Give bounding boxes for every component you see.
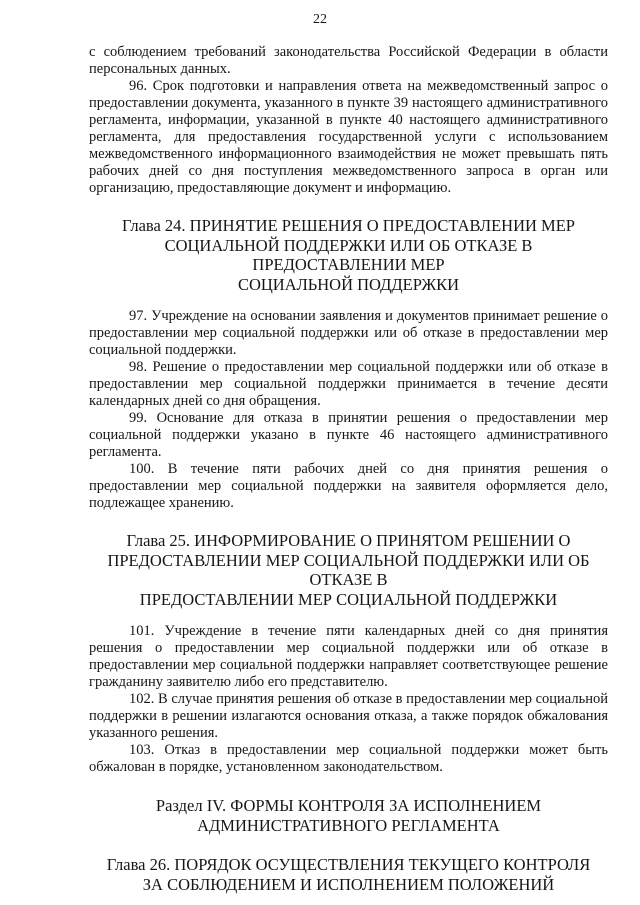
chapter-24-heading-line: СОЦИАЛЬНОЙ ПОДДЕРЖКИ: [237, 274, 460, 294]
paragraph-103: 103. Отказ в предоставлении мер социальной поддержки может быть обжалован в порядке, установленном законодательством.: [89, 742, 608, 775]
page-number: 22: [313, 12, 327, 27]
chapter-24-heading-line: Глава 24. ПРИНЯТИЕ РЕШЕНИЯ О ПРЕДОСТАВЛЕНИИ МЕР: [122, 216, 575, 235]
document-body: [89, 44, 608, 894]
paragraph-98: 98. Решение о предоставлении мер социальной поддержки или об отказе в предоставлении мер социальной поддержки принимается в течение десяти календарных дней со дня обращения.: [89, 359, 608, 409]
chapter-26-heading-line: ЗА СОБЛЮДЕНИЕМ И ИСПОЛНЕНИЕМ ПОЛОЖЕНИЙ: [142, 874, 555, 894]
paragraph-97: 97. Учреждение на основании заявления и документов принимает решение о предоставлении мер социальной поддержки или об отказе в предоставлении мер социальной поддержки.: [89, 308, 608, 358]
paragraph-102: 102. В случае принятия решения об отказе в предоставлении мер социальной поддержки в решении излагаются основания отказа, а также порядок обжалования указанного решения.: [89, 691, 608, 741]
chapter-25-heading-line: ПРЕДОСТАВЛЕНИИ МЕР СОЦИАЛЬНОЙ ПОДДЕРЖКИ: [139, 589, 558, 609]
chapter-26-heading: [89, 855, 608, 894]
section-4-heading: [89, 796, 608, 835]
chapter-25-heading: [89, 531, 608, 609]
paragraph-continuation: с соблюдением требований законодательства Российской Федерации в области персональных данных.: [89, 44, 608, 77]
chapter-24-heading: [89, 216, 608, 294]
paragraph-99: 99. Основание для отказа в принятии решения о предоставлении мер социальной поддержки указано в пункте 46 настоящего административного регламента.: [89, 410, 608, 460]
section-4-heading-line: Раздел IV. ФОРМЫ КОНТРОЛЯ ЗА ИСПОЛНЕНИЕМ: [155, 796, 542, 815]
chapter-25-heading-line: ПРЕДОСТАВЛЕНИИ МЕР СОЦИАЛЬНОЙ ПОДДЕРЖКИ ИЛИ ОБ ОТКАЗЕ В: [107, 550, 590, 589]
section-4-heading-line: АДМИНИСТРАТИВНОГО РЕГЛАМЕНТА: [197, 815, 500, 835]
paragraph-96: 96. Срок подготовки и направления ответа на межведомственный запрос о предоставлении документа, указанного в пункте 39 настоящего административного регламента, информации, указанной в пункте 40 настоящего административного регламента, для предоставления государственной услуги с использованием межведомственного информационного взаимодействия не может превышать пять рабочих дней со дня поступления межведомственного запроса в орган или организацию, предоставляющие документ и информацию.: [89, 78, 608, 196]
chapter-26-heading-line: Глава 26. ПОРЯДОК ОСУЩЕСТВЛЕНИЯ ТЕКУЩЕГО КОНТРОЛЯ: [106, 855, 591, 874]
paragraph-101: 101. Учреждение в течение пяти календарных дней со дня принятия решения о предоставлении мер социальной поддержки или об отказе в предоставлении мер социальной поддержки направляет соответствующее решение гражданину заявителю либо его представителю.: [89, 623, 608, 690]
paragraph-100: 100. В течение пяти рабочих дней со дня принятия решения о предоставлении мер социальной поддержки на заявителя оформляется дело, подлежащее хранению.: [89, 461, 608, 511]
chapter-25-heading-line: Глава 25. ИНФОРМИРОВАНИЕ О ПРИНЯТОМ РЕШЕНИИ О: [126, 531, 571, 550]
chapter-24-heading-line: СОЦИАЛЬНОЙ ПОДДЕРЖКИ ИЛИ ОБ ОТКАЗЕ В ПРЕДОСТАВЛЕНИИ МЕР: [164, 235, 533, 274]
